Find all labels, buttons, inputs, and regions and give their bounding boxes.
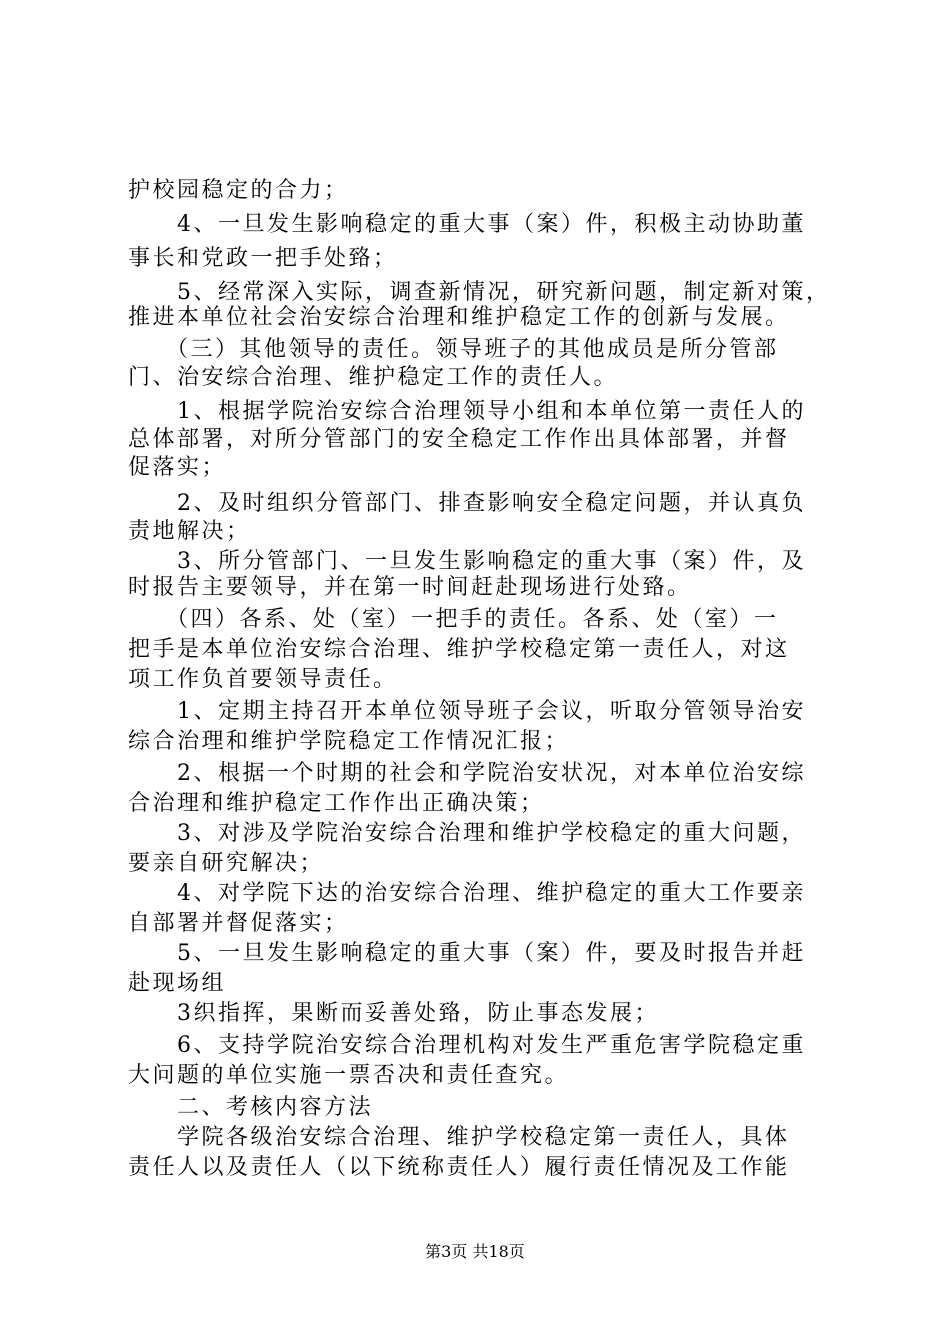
text-line: 综合治理和维护学院稳定工作情况汇报； xyxy=(128,729,570,754)
text-line: 6、支持学院治安综合治理机构对发生严重危害学院稳定重 xyxy=(128,1033,806,1058)
text-line: 3、所分管部门、一旦发生影响稳定的重大事（案）件，及 xyxy=(128,549,806,574)
text-line: 5、一旦发生影响稳定的重大事（案）件，要及时报告并赶 xyxy=(128,941,806,966)
text-line: 4、对学院下达的治安综合治理、维护稳定的重大工作要亲 xyxy=(128,881,806,906)
text-line: 学院各级治安综合治理、维护学校稳定第一责任人，具体 xyxy=(128,1125,790,1150)
text-line: 要亲自研究解决； xyxy=(128,851,325,876)
text-line: 1、根据学院治安综合治理领导小组和本单位第一责任人的 xyxy=(128,399,806,424)
text-line: 把手是本单位治安综合治理、维护学校稳定第一责任人，对这 xyxy=(128,637,790,662)
text-line: 促落实； xyxy=(128,455,227,480)
text-line: 时报告主要领导，并在第一时间赶赴现场进行处臵。 xyxy=(128,575,692,600)
text-line: 自部署并督促落实； xyxy=(128,911,349,936)
text-line: 门、治安综合治理、维护稳定工作的责任人。 xyxy=(128,365,619,390)
text-line: 事长和党政一把手处臵； xyxy=(128,246,398,271)
text-line: 二、考核内容方法 xyxy=(128,1095,374,1120)
text-line: 4、一旦发生影响稳定的重大事（案）件，积极主动协助董 xyxy=(128,212,806,237)
text-line: 护校园稳定的合力； xyxy=(128,178,349,203)
text-line: 项工作负首要领导责任。 xyxy=(128,667,398,692)
text-line: 2、及时组织分管部门、排查影响安全稳定问题，并认真负 xyxy=(128,491,806,516)
page-number-footer: 第3页 共18页 xyxy=(425,1242,525,1261)
text-line: 2、根据一个时期的社会和学院治安状况，对本单位治安综 xyxy=(128,761,806,786)
text-line: 大问题的单位实施一票否决和责任查究。 xyxy=(128,1063,570,1088)
text-line: （三）其他领导的责任。领导班子的其他成员是所分管部 xyxy=(128,337,779,362)
text-line: 推进本单位社会治安综合治理和维护稳定工作的创新与发展。 xyxy=(128,305,790,330)
text-line: 5、经常深入实际，调查新情况，研究新问题，制定新对策， xyxy=(128,280,831,305)
text-line: 责地解决； xyxy=(128,519,251,544)
text-line: 赴现场组 xyxy=(128,971,227,996)
text-line: （四）各系、处（室）一把手的责任。各系、处（室）一 xyxy=(128,607,779,632)
text-line: 1、定期主持召开本单位领导班子会议，听取分管领导治安 xyxy=(128,699,806,724)
text-line: 3织指挥，果断而妥善处臵，防止事态发展； xyxy=(128,1001,659,1026)
text-line: 责任人以及责任人（以下统称责任人）履行责任情况及工作能 xyxy=(128,1155,790,1180)
text-line: 3、对涉及学院治安综合治理和维护学校稳定的重大问题， xyxy=(128,821,806,846)
text-line: 总体部署，对所分管部门的安全稳定工作作出具体部署，并督 xyxy=(128,427,790,452)
text-line: 合治理和维护稳定工作作出正确决策； xyxy=(128,791,545,816)
